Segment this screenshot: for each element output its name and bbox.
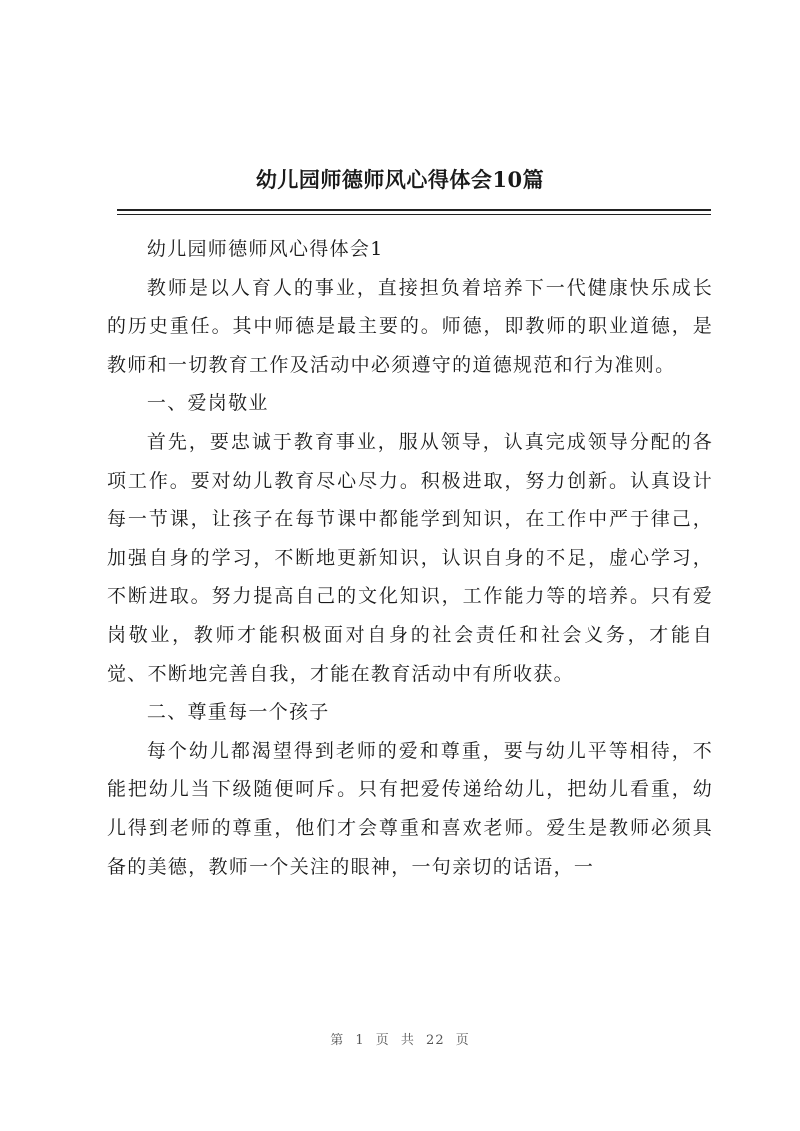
title-divider-thin [117,214,711,215]
document-body [107,230,713,886]
title-divider [117,209,711,211]
body-paragraph: 首先，要忠诚于教育事业，服从领导，认真完成领导分配的各项工作。要对幼儿教育尽心尽力。积极进取，努力创新。认真设计每一节课，让孩子在每节课中都能学到知识，在工作中严于律己，加强自身的学习，不断地更新知识，认识自身的不足，虚心学习，不断进取。努力提高自己的文化知识，工作能力等的培养。只有爱岗敬业，教师才能积极面对自身的社会责任和社会义务，才能自觉、不断地完善自我，才能在教育活动中有所收获。 [107,430,713,685]
document-title: 幼儿园师德师风心得体会10篇 [255,167,545,192]
body-paragraph: 教师是以人育人的事业，直接担负着培养下一代健康快乐成长的历史重任。其中师德是最主要的。师德，即教师的职业道德，是教师和一切教育工作及活动中必须遵守的道德规范和行为准则。 [107,276,713,376]
page-number-footer: 第 1 页 共 22 页 [330,1033,470,1048]
body-paragraph: 每个幼儿都渴望得到老师的爱和尊重，要与幼儿平等相待，不能把幼儿当下级随便呵斥。只有把爱传递给幼儿，把幼儿看重，幼儿得到老师的尊重，他们才会尊重和喜欢老师。爱生是教师必须具备的美德，教师一个关注的眼神，一句亲切的话语，一 [107,739,713,878]
section-heading: 幼儿园师德师风心得体会1 [146,238,384,260]
subsection-heading: 二、尊重每一个孩子 [146,701,330,724]
subsection-heading: 一、爱岗敬业 [146,392,269,415]
